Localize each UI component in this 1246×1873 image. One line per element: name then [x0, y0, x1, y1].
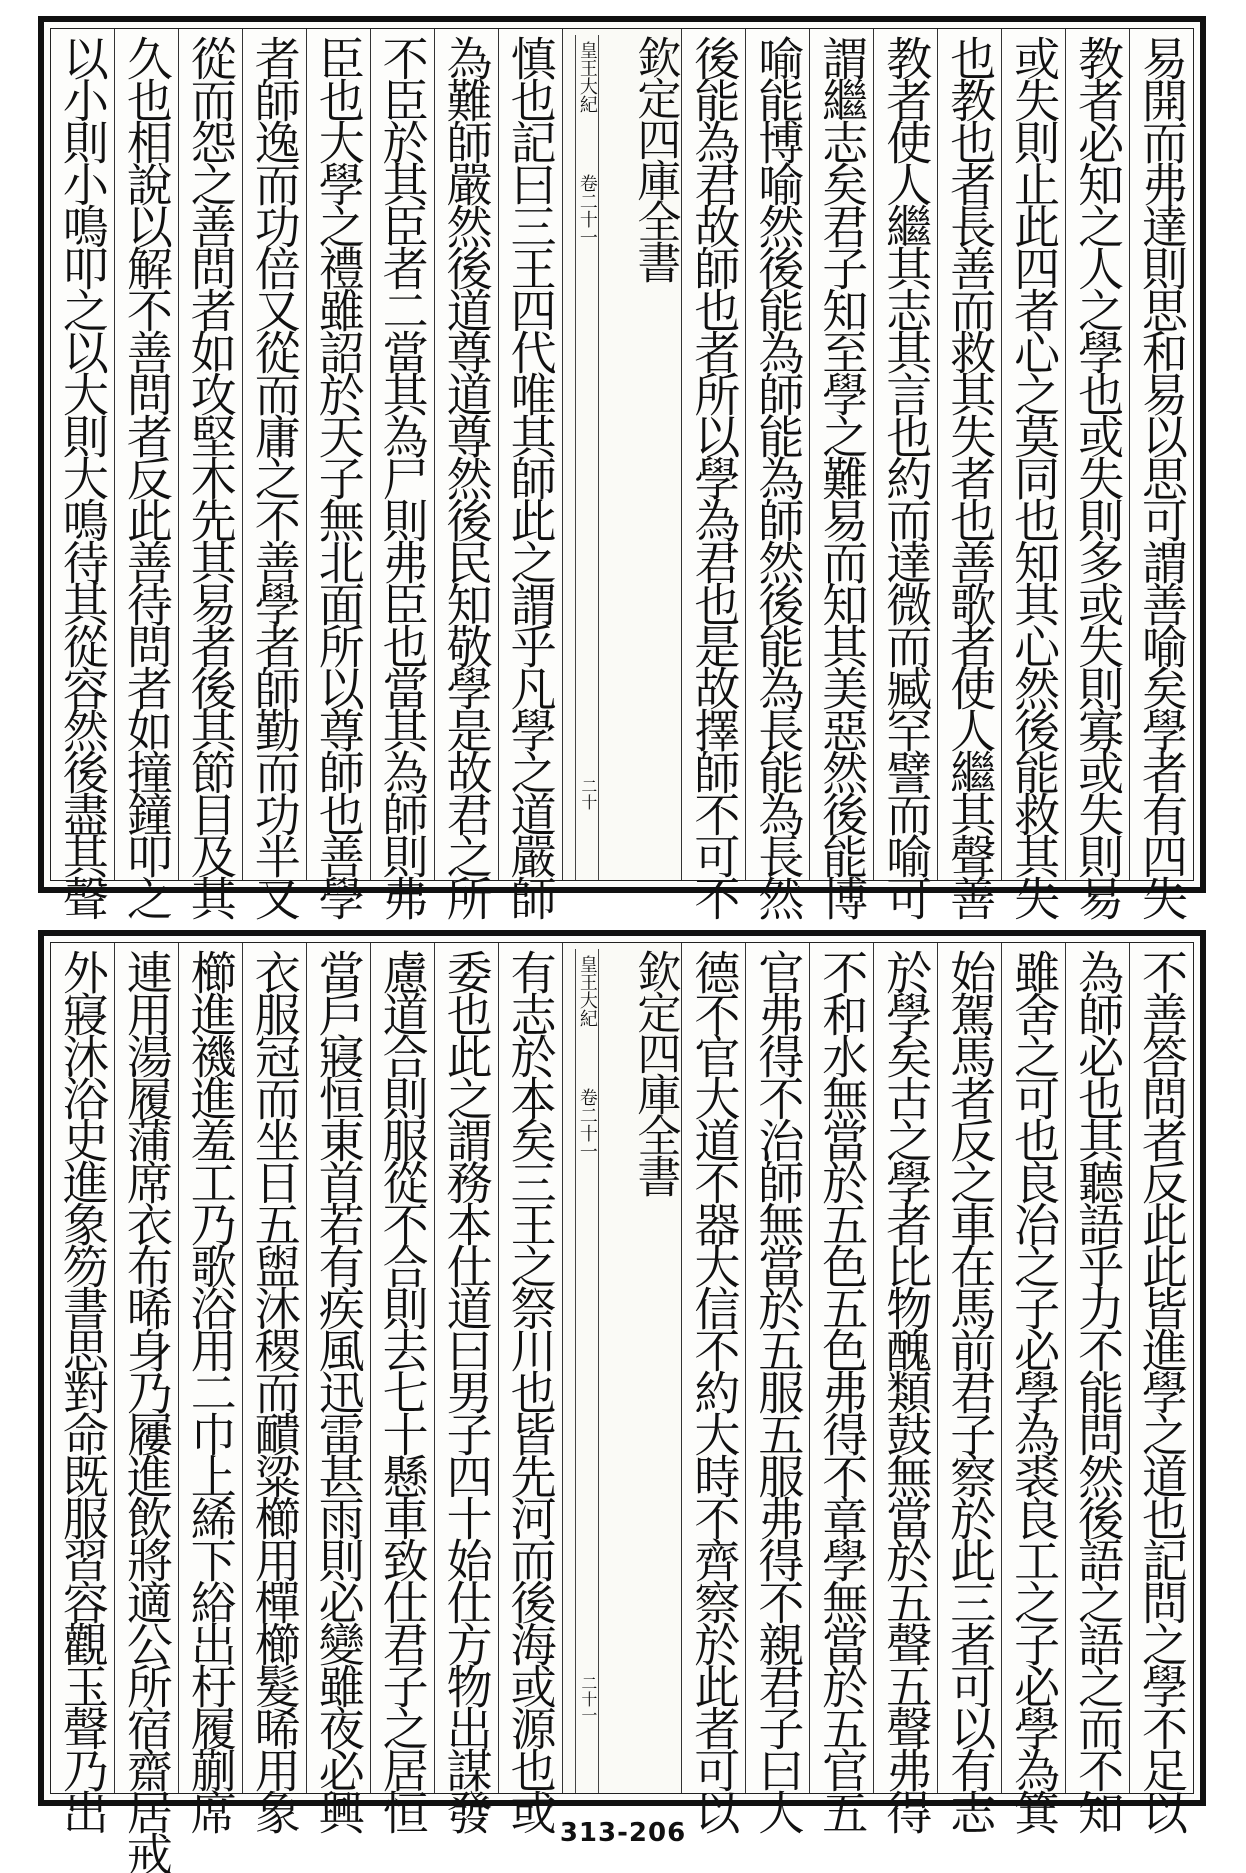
text-column: 不善答問者反此此皆進學之道也記問之學不足以: [1129, 943, 1193, 1793]
volume-label: 卷二十一: [576, 174, 598, 246]
text-column: 從而怨之善問者如攻堅木先其易者後其節目及其: [178, 29, 242, 880]
text-column: 委也此之謂務本仕道曰男子四十始仕方物出謀發: [434, 943, 498, 1793]
text-column: 也教也者長善而救其失者也善歌者使人繼其聲善: [937, 29, 1001, 880]
book-title: 皇王大紀: [576, 955, 598, 1027]
text-column: 始駕馬者反之車在馬前君子察於此三者可以有志: [937, 943, 1001, 1793]
center-fold-column: [562, 943, 682, 1793]
text-column: 教者使人繼其志其言也約而達微而臧罕譬而喻可: [873, 29, 937, 880]
book-title: 皇王大紀: [576, 41, 598, 113]
text-column: 或失則止此四者心之莫同也知其心然後能救其失: [1001, 29, 1065, 880]
text-column: 喻能博喻然後能為師能為師然後能為長能為長然: [745, 29, 809, 880]
text-column: 官弗得不治師無當於五服五服弗得不親君子曰大: [745, 943, 809, 1793]
leaf-number: 二十: [578, 778, 598, 810]
text-column: 謂繼志矣君子知至學之難易而知其美惡然後能博: [809, 29, 873, 880]
text-column: 不臣於其臣者二當其為尸則弗臣也當其為師則弗: [370, 29, 434, 880]
text-column: 為師必也其聽語乎力不能問然後語之語之而不知: [1065, 943, 1129, 1793]
page-number: 313-206: [559, 1818, 687, 1848]
text-column: 連用湯履蒲席衣布晞身乃屨進飲將適公所宿齋居戒: [114, 943, 178, 1793]
text-column: 有志於本矣三王之祭川也皆先河而後海或源也或: [498, 943, 562, 1793]
text-column: 當戶寢恒東首若有疾風迅雷甚雨則必變雖夜必興: [306, 943, 370, 1793]
text-column: 慎也記曰三王四代唯其師此之謂乎凡學之道嚴師: [498, 29, 562, 880]
text-column: 教者必知之人之學也或失則多或失則寡或失則易: [1065, 29, 1129, 880]
volume-label: 卷二十一: [576, 1088, 598, 1160]
text-column: 後能為君故師也者所以學為君也是故擇師不可不: [681, 29, 745, 880]
text-column: 德不官大道不器大信不約大時不齊察於此者可以: [681, 943, 745, 1793]
text-column: 外寢沐浴史進象笏書思對命既服習容觀玉聲乃出: [55, 949, 110, 1831]
text-column: 易開而弗達則思和易以思可謂善喻矣學者有四失: [1129, 29, 1193, 880]
text-column: 者師逸而功倍又從而庸之不善學者師勤而功半又: [242, 29, 306, 880]
text-column: 不和水無當於五色五色弗得不章學無當於五官五: [809, 943, 873, 1793]
text-column: 以小則小鳴叩之以大則大鳴待其從容然後盡其聲: [55, 35, 110, 917]
center-fold-column: [562, 29, 682, 880]
top-page-frame: [38, 16, 1206, 917]
text-column: 久也相說以解不善問者反此善待問者如撞鐘叩之: [114, 29, 178, 880]
fold-label: [575, 35, 599, 880]
text-column: 櫛進禨進羞工乃歌浴用二巾上絺下綌出杅履蒯席: [178, 943, 242, 1793]
text-column: 臣也大學之禮雖詔於天子無北面所以尊師也善學: [306, 29, 370, 880]
text-column: 雖舍之可也良冶之子必學為裘良工之子必學為箕: [1001, 943, 1065, 1793]
fold-label: [575, 949, 599, 1793]
book-series-title: 欽定四庫全書: [629, 949, 681, 1195]
text-column: 慮道合則服從不合則去七十懸車致仕君子之居恒: [370, 943, 434, 1793]
top-text-block: [50, 28, 1194, 917]
text-column: 衣服冠而坐日五盥沐稷而靧粱櫛用樿櫛髮晞用象: [242, 943, 306, 1793]
text-column: 於學矣古之學者比物醜類鼓無當於五聲五聲弗得: [873, 943, 937, 1793]
leaf-number: 二十一: [578, 1675, 598, 1723]
book-series-title: 欽定四庫全書: [629, 35, 681, 281]
text-column: 為難師嚴然後道尊道尊然後民知敬學是故君之所: [434, 29, 498, 880]
